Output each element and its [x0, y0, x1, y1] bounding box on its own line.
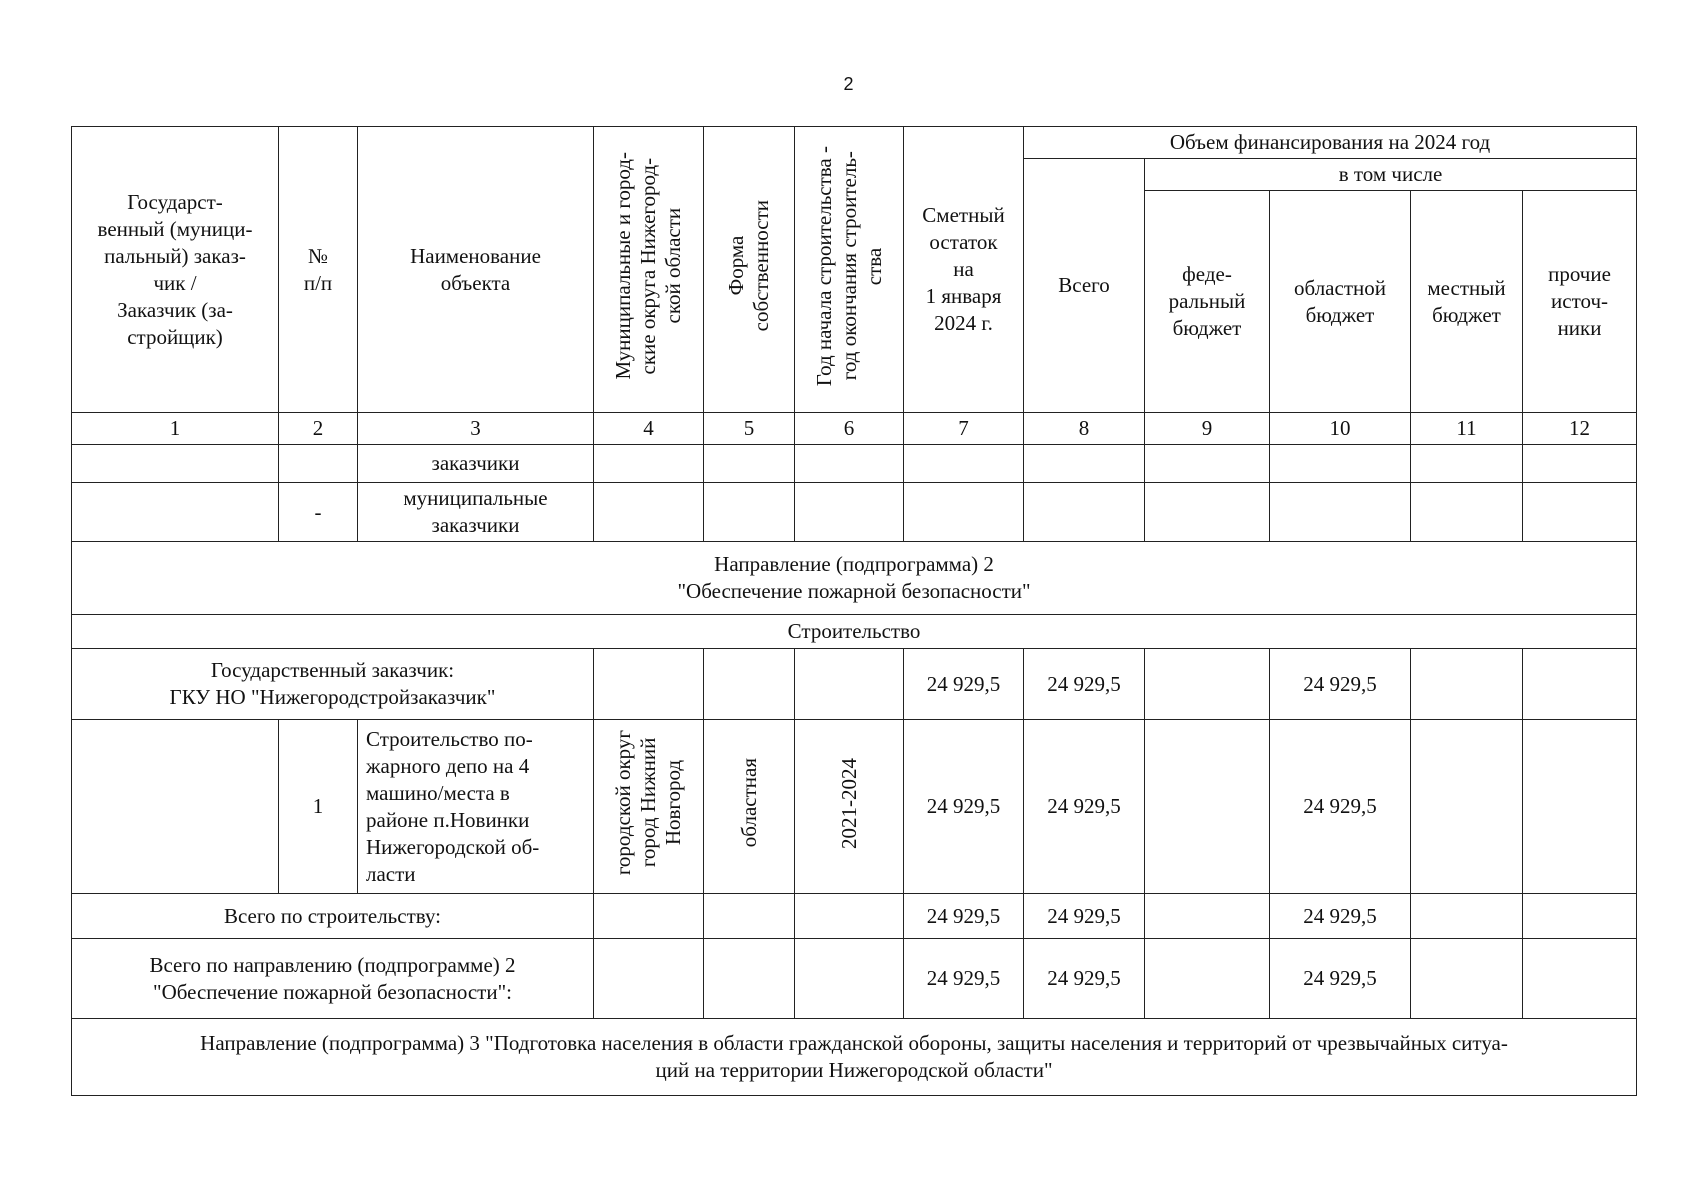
col-number: 9	[1145, 413, 1270, 445]
state-customer-regional: 24 929,5	[1270, 649, 1411, 720]
header-years-cell	[795, 127, 904, 413]
item1-name: Строительство по- жарного депо на 4 машино/места в районе п.Новинки Нижегородской об- ласти	[366, 726, 540, 886]
header-federal-budget: феде- ральный бюджет	[1145, 191, 1270, 413]
item1-regional: 24 929,5	[1270, 720, 1411, 894]
table-row-municipal-customers	[72, 483, 1637, 542]
table-row-direction2	[72, 542, 1637, 615]
header-estimate-balance: Сметный остаток на 1 января 2024 г.	[904, 127, 1024, 413]
header-row-1	[72, 127, 1637, 159]
item1-years-cell	[795, 720, 904, 894]
header-ownership-cell	[704, 127, 795, 413]
total-direction2-label: Всего по направлению (подпрограмме) 2 "Обеспечение пожарной безопасности":	[72, 939, 594, 1019]
total-direction2-regional: 24 929,5	[1270, 939, 1411, 1019]
direction2-title: Направление (подпрограмма) 2 "Обеспечение пожарной безопасности"	[72, 542, 1637, 615]
col-number: 7	[904, 413, 1024, 445]
table-row-total-direction2	[72, 939, 1637, 1019]
table-row-customers	[72, 445, 1637, 483]
municipal-customers-label: муниципальные заказчики	[358, 483, 594, 542]
header-construction-years: Год начала строительства - год окончания строитель- ства	[811, 145, 886, 387]
direction3-title: Направление (подпрограмма) 3 "Подготовка населения в области гражданской обороны, защиты населения и территорий от чрезвычайных ситуа- ций на территории Нижегородской области"	[72, 1019, 1637, 1096]
table-row-direction3	[72, 1019, 1637, 1096]
col-number: 12	[1523, 413, 1637, 445]
col-number: 10	[1270, 413, 1411, 445]
item1-district-cell	[594, 720, 704, 894]
header-other-sources: прочие источ- ники	[1523, 191, 1637, 413]
item1-ownership: областная	[736, 758, 761, 848]
col-number: 5	[704, 413, 795, 445]
construction-label: Строительство	[72, 615, 1637, 649]
page-number: 2	[843, 74, 854, 94]
item1-ownership-cell	[704, 720, 795, 894]
total-direction2-estimate: 24 929,5	[904, 939, 1024, 1019]
item1-total: 24 929,5	[1024, 720, 1145, 894]
total-construction-label: Всего по строительству:	[72, 894, 594, 939]
financing-table	[71, 126, 1637, 1096]
col-number: 11	[1411, 413, 1523, 445]
header-total: Всего	[1024, 159, 1145, 413]
col-number: 6	[795, 413, 904, 445]
customers-label: заказчики	[358, 445, 594, 483]
table-row-state-customer	[72, 649, 1637, 720]
total-construction-total: 24 929,5	[1024, 894, 1145, 939]
col-number: 3	[358, 413, 594, 445]
table-row-total-construction	[72, 894, 1637, 939]
header-municipal-districts: Муниципальные и город- ские округа Нижегород- ской области	[611, 152, 685, 380]
header-financing-volume: Объем финансирования на 2024 год	[1024, 127, 1637, 159]
state-customer-estimate: 24 929,5	[904, 649, 1024, 720]
municipal-dash: -	[279, 483, 358, 542]
header-number: № п/п	[279, 127, 358, 413]
header-customer: Государст- венный (муници- пальный) заказ- чик / Заказчик (за- стройщик)	[72, 127, 279, 413]
col-number: 8	[1024, 413, 1145, 445]
col-number: 1	[72, 413, 279, 445]
header-ownership-form: Форма собственности	[724, 200, 773, 332]
col-number: 2	[279, 413, 358, 445]
item1-district: городской округ город Нижний Новгород	[611, 730, 685, 876]
header-including: в том числе	[1145, 159, 1637, 191]
header-object-name: Наименование объекта	[358, 127, 594, 413]
table-row-item1	[72, 720, 1637, 894]
col-number: 4	[594, 413, 704, 445]
column-numbers-row	[72, 413, 1637, 445]
item1-years: 2021-2024	[836, 757, 861, 849]
state-customer: Государственный заказчик: ГКУ НО "Нижегородстройзаказчик"	[72, 649, 594, 720]
total-construction-estimate: 24 929,5	[904, 894, 1024, 939]
state-customer-total: 24 929,5	[1024, 649, 1145, 720]
total-direction2-total: 24 929,5	[1024, 939, 1145, 1019]
header-regional-budget: областной бюджет	[1270, 191, 1411, 413]
header-municipal-districts-cell	[594, 127, 704, 413]
header-local-budget: местный бюджет	[1411, 191, 1523, 413]
item1-estimate: 24 929,5	[904, 720, 1024, 894]
total-construction-regional: 24 929,5	[1270, 894, 1411, 939]
item1-number: 1	[279, 720, 358, 894]
table-row-construction	[72, 615, 1637, 649]
